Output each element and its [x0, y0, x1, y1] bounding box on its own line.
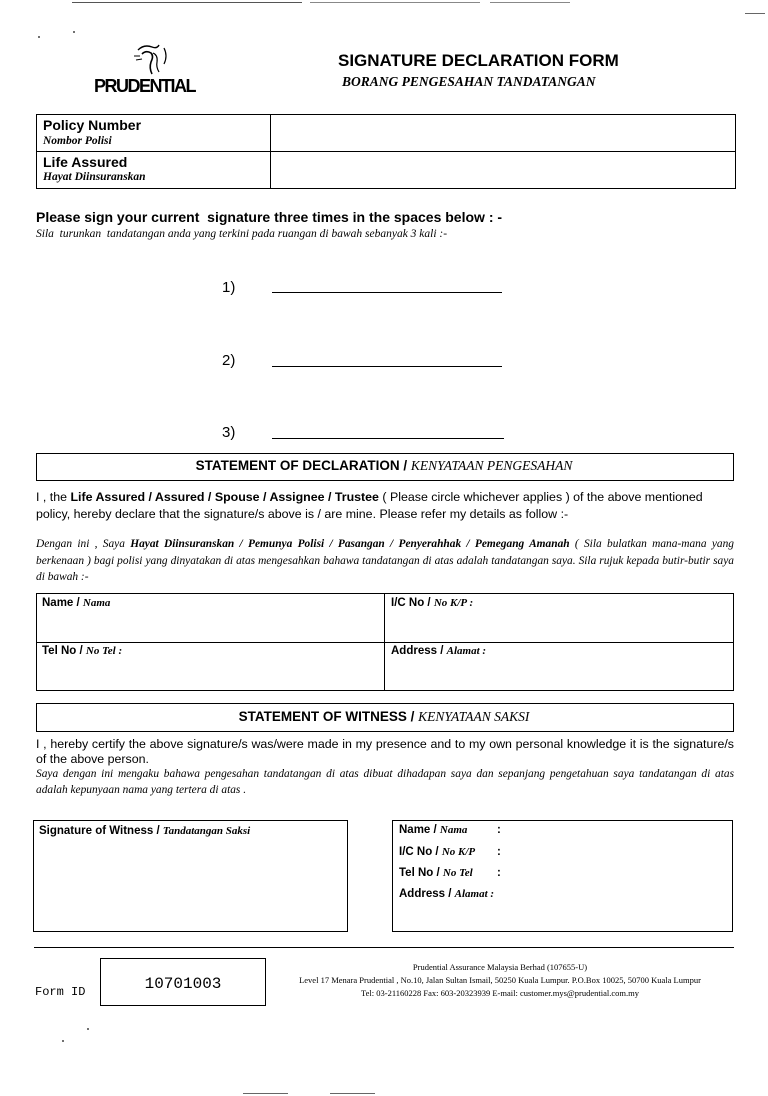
policy-table-row-divider: [36, 151, 736, 152]
page-title: SIGNATURE DECLARATION FORM: [338, 51, 619, 70]
scan-edge-line: [330, 1093, 375, 1094]
scan-edge-line: [310, 2, 480, 3]
witness-tel-label: Tel No / No Tel: [399, 867, 473, 879]
declaration-heading: [0, 458, 768, 474]
declaration-roles: Life Assured / Assured / Spouse / Assignee / Trustee: [70, 490, 379, 504]
life-assured-label-ms: Hayat Diinsuranskan: [43, 171, 146, 183]
witness-ic-label: I/C No / No K/P: [399, 846, 476, 858]
scan-edge-line: [72, 2, 302, 3]
declaration-line-2: policy, hereby declare that the signature/s above is / are mine. Please refer my details as follow :-: [36, 507, 569, 521]
details-address-field[interactable]: [386, 660, 732, 689]
declaration-paragraph-ms: Dengan ini , Saya Hayat Diinsuranskan / Pemunya Polisi / Pasangan / Penyerahhak / Pemegang Amanah ( Sila bulatkan mana-mana yang berkenaan ) bagi polisi yang dinyatakan di atas mengesahkan bahawa tandatangan di atas adalah tandatangan saya. Sila rujuk kepada butir-butir saya di bawah :-: [36, 538, 734, 583]
signature-line-2[interactable]: [272, 366, 502, 367]
declaration-line-1: I , the Life Assured / Assured / Spouse / Assignee / Trustee ( Please circle whichever applies ) of the above mentioned: [36, 490, 703, 504]
life-assured-field[interactable]: [272, 153, 734, 187]
signature-slot-number: 1): [222, 279, 236, 296]
witness-name-label: Name / Nama: [399, 824, 468, 836]
witness-heading-en: STATEMENT OF WITNESS /: [238, 709, 415, 724]
signature-instruction-ms: Sila turunkan tandatangan anda yang terkini pada ruangan di bawah sebanyak 3 kali :-: [36, 228, 448, 240]
policy-number-field[interactable]: [272, 116, 734, 150]
declaration-heading-ms: KENYATAAN PENGESAHAN: [410, 458, 573, 473]
details-address-label: Address / Alamat :: [391, 645, 487, 657]
scan-speck: [62, 1040, 64, 1042]
scan-speck: [73, 31, 75, 33]
witness-tel-colon: :: [497, 867, 501, 879]
details-tel-label: Tel No / No Tel :: [42, 645, 123, 657]
witness-paragraph: I , hereby certify the above signature/s was/were made in my presence and to my own personal knowledge it is the signature/s of the above person.: [36, 737, 734, 766]
declaration-roles-ms: Hayat Diinsuranskan / Pemunya Polisi / Pasangan / Penyerahhak / Pemegang Amanah: [130, 538, 570, 550]
details-name-label: Name / Nama: [42, 597, 111, 609]
witness-paragraph-ms: Saya dengan ini mengaku bahawa pengesahan tandatangan di atas dibuat dihadapan saya dan sepanjang pengetahuan saya tandatangan di atas adalah kepunyaan nama yang tertera di atas .: [36, 768, 734, 796]
details-tel-field[interactable]: [38, 660, 382, 689]
page-subtitle: BORANG PENGESAHAN TANDATANGAN: [342, 74, 596, 89]
witness-heading: [0, 709, 768, 725]
witness-signature-label: Signature of Witness / Tandatangan Saksi: [39, 825, 251, 837]
declaration-heading-en: STATEMENT OF DECLARATION /: [195, 458, 408, 473]
scan-speck: [87, 1028, 89, 1030]
form-id-value: 10701003: [144, 975, 222, 993]
signature-line-3[interactable]: [272, 438, 504, 439]
policy-number-label-ms: Nombor Polisi: [43, 135, 112, 147]
witness-name-colon: :: [497, 824, 501, 836]
policy-number-label: Policy Number: [43, 117, 142, 133]
prudential-logo-icon: [124, 42, 176, 80]
details-table-row-divider: [36, 642, 734, 643]
form-id-label: Form ID: [35, 985, 86, 999]
scan-edge-line: [490, 2, 570, 3]
signature-slot-number: 2): [222, 352, 236, 369]
brand-wordmark: PRUDENTIAL: [94, 76, 195, 96]
scan-edge-line: [243, 1093, 288, 1094]
footer-company: Prudential Assurance Malaysia Berhad (107655-U): [412, 962, 588, 972]
details-name-field[interactable]: [38, 612, 382, 640]
signature-line-1[interactable]: [272, 292, 502, 293]
declaration-paragraph: [36, 489, 736, 523]
scan-speck: [38, 36, 40, 38]
signature-instruction: Please sign your current signature three times in the spaces below : -: [36, 209, 503, 225]
details-ic-label: I/C No / No K/P :: [391, 597, 474, 609]
footer-address: Level 17 Menara Prudential , No.10, Jalan Sultan Ismail, 50250 Kuala Lumpur. P.O.Box 10025, 50700 Kuala Lumpur: [299, 975, 701, 985]
footer-divider: [34, 947, 734, 948]
witness-address-label: Address / Alamat :: [399, 888, 495, 900]
details-ic-field[interactable]: [386, 612, 732, 640]
witness-ic-colon: :: [497, 846, 501, 858]
life-assured-label: Life Assured: [43, 154, 128, 170]
scan-edge-line: [745, 13, 765, 14]
witness-heading-ms: KENYATAAN SAKSI: [418, 709, 530, 724]
footer-contact: Tel: 03-21160228 Fax: 603-20323939 E-mail: customer.mys@prudential.com.my: [361, 988, 639, 998]
signature-slot-number: 3): [222, 424, 236, 441]
